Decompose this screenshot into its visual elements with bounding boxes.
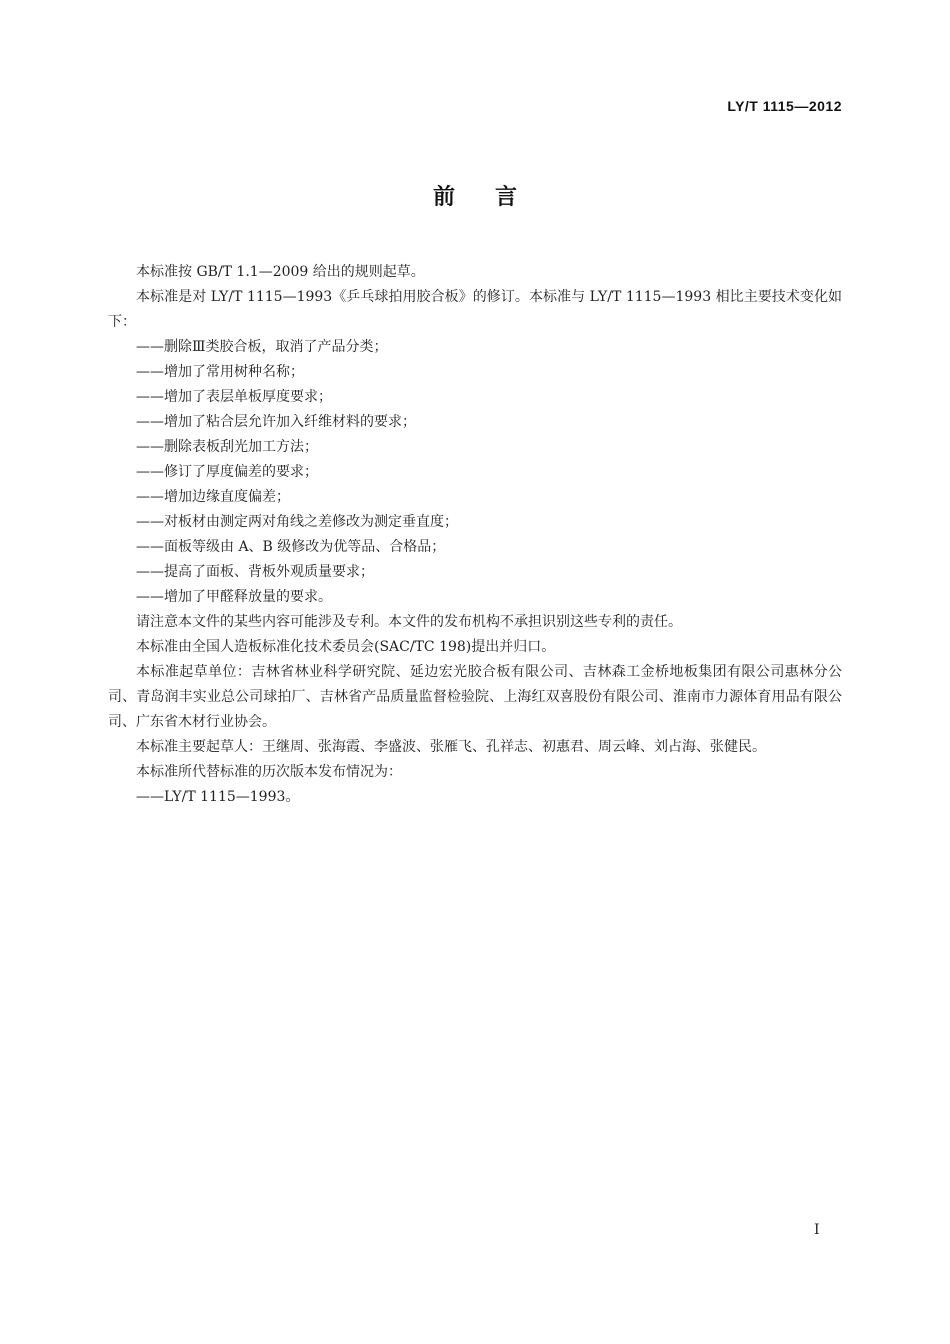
list-item: ——删除Ⅲ类胶合板，取消了产品分类； (136, 339, 388, 355)
paragraph: 请注意本文件的某些内容可能涉及专利。本文件的发布机构不承担识别这些专利的责任。 (136, 614, 682, 630)
paragraph: 本标准是对 LY/T 1115—1993《乒乓球拍用胶合板》的修订。本标准与 LY/T 1115—1993 相比主要技术变化如下： (108, 289, 842, 330)
list-item: ——增加边缘直度偏差； (136, 489, 290, 505)
list-item: ——增加了甲醛释放量的要求。 (136, 589, 332, 605)
list-item: ——删除表板刮光加工方法； (136, 439, 318, 455)
list-item: ——修订了厚度偏差的要求； (136, 464, 318, 480)
list-item: ——LY/T 1115—1993。 (136, 789, 300, 805)
foreword-body (108, 260, 842, 810)
paragraph: 本标准主要起草人：王继周、张海霞、李盛波、张雁飞、孔祥志、初惠君、周云峰、刘占海、张健民。 (136, 739, 766, 755)
list-item: ——对板材由测定两对角线之差修改为测定垂直度； (136, 514, 458, 530)
list-item: ——增加了粘合层允许加入纤维材料的要求； (136, 414, 416, 430)
standard-code: LY/T 1115—2012 (727, 98, 842, 114)
list-item: ——提高了面板、背板外观质量要求； (136, 564, 374, 580)
paragraph: 本标准起草单位：吉林省林业科学研究院、延边宏光胶合板有限公司、吉林森工金桥地板集团有限公司惠林分公司、青岛润丰实业总公司球拍厂、吉林省产品质量监督检验院、上海红双喜股份有限公司、淮南市力源体育用品有限公司、广东省木材行业协会。 (108, 664, 842, 730)
list-item: ——面板等级由 A、B 级修改为优等品、合格品； (136, 539, 446, 555)
list-item: ——增加了常用树种名称； (136, 364, 304, 380)
page-title: 前言 (432, 185, 557, 210)
paragraph: 本标准由全国人造板标准化技术委员会(SAC/TC 198)提出并归口。 (136, 639, 556, 655)
paragraph: 本标准按 GB/T 1.1—2009 给出的规则起草。 (136, 264, 425, 280)
paragraph: 本标准所代替标准的历次版本发布情况为： (136, 764, 402, 780)
list-item: ——增加了表层单板厚度要求； (136, 389, 332, 405)
page-number: I (814, 1222, 820, 1238)
